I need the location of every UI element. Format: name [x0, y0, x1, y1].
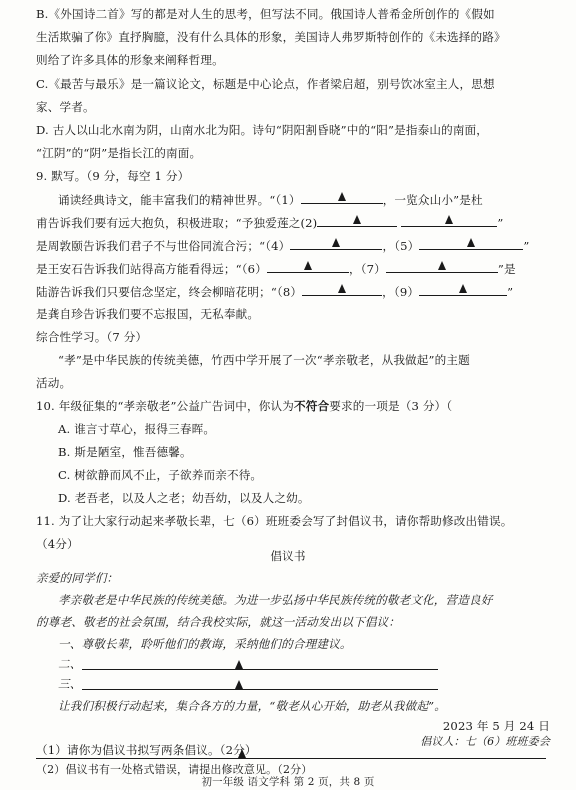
option-c-line1: C.《最苦与最乐》是一篇议论文，标题是中心论点，作者梁启超，别号饮冰室主人，思想	[36, 77, 495, 91]
q9-text: 陆游告诉我们只要信念坚定，终会柳暗花明；“（8）	[36, 285, 303, 299]
proposal-date: 2023 年 5 月 24 日	[442, 719, 550, 733]
q9-line6: 是龚自珍告诉我们要不忘报国，无私奉献。	[36, 307, 260, 321]
activity-intro-line2: 活动。	[36, 376, 72, 390]
proposal-item-3-blank[interactable]	[82, 689, 438, 690]
section-title-comprehensive: 综合性学习。（7 分）	[36, 330, 148, 344]
question-9-title: 9. 默写。（9 分，每空 1 分）	[36, 169, 190, 183]
answer-line-1[interactable]	[36, 758, 546, 759]
q9-text: 是周敦颐告诉我们君子不与世俗同流合污；“（4）	[36, 239, 291, 253]
q9-text: 诵读经典诗文，能丰富我们的精神世界。“（1）	[58, 193, 301, 207]
blank-3[interactable]	[401, 214, 497, 227]
blank-7[interactable]	[386, 260, 498, 273]
triangle-marker-icon	[238, 749, 246, 758]
q9-line5	[36, 283, 550, 300]
q9-line2	[36, 214, 550, 231]
activity-intro-line1: “孝”是中华民族的传统美德，竹西中学开展了一次“孝亲敬老，从我做起”的主题	[58, 353, 470, 367]
option-b-line1: B.《外国诗二首》写的都是对人生的思考，但写法不同。俄国诗人普希金所创作的《假如	[36, 7, 495, 21]
q9-text: ”	[497, 216, 504, 230]
q9-text: ”	[523, 239, 530, 253]
option-b-line2: 生活欺骗了你》直抒胸臆，没有什么具体的形象，美国诗人弗罗斯特创作的《未选择的路》	[36, 30, 506, 44]
blank-1[interactable]	[301, 191, 383, 204]
q9-text: ，（7）	[348, 262, 386, 276]
q9-text: ”是	[497, 262, 516, 276]
q10-option-c[interactable]: C. 树欲静而风不止，子欲养而亲不待。	[58, 468, 263, 482]
question-11-score: （4分）	[36, 537, 79, 551]
proposal-closing: 让我们积极行动起来，集合各方的力量，“敬老从心开始，助老从我做起”。	[58, 699, 446, 713]
q9-text: ，（5）	[382, 239, 420, 253]
option-d-line2: “江阴”的“阴”是指长江的南面。	[36, 146, 202, 160]
q9-text: ，一览众山小”是杜	[382, 193, 483, 207]
triangle-marker-icon	[338, 192, 346, 201]
blank-5[interactable]	[419, 237, 523, 250]
blank-9[interactable]	[419, 283, 507, 296]
option-b-line3: 则给了许多具体的形象来阐释哲理。	[36, 53, 224, 67]
question-11-title: 11. 为了让大家行动起来孝敬长辈，七（6）班班委会写了封倡议书，请你帮助修改出错误。	[36, 514, 513, 528]
q10-option-b[interactable]: B. 斯是陋室，惟吾德馨。	[58, 445, 192, 459]
proposal-body-line1: 孝亲敬老是中华民族的传统美德。为进一步弘扬中华民族传统的敬老文化，营造良好	[58, 593, 493, 607]
proposal-title: 倡议书	[270, 549, 306, 563]
question-11-sub2: （2）倡议书有一处格式错误，请提出修改意见。（2分）	[36, 763, 313, 776]
q10-emphasis: 不符合	[294, 399, 330, 413]
proposal-item-1: 一、尊敬长辈，聆听他们的教诲，采纳他们的合理建议。	[58, 637, 352, 651]
proposal-item-3-label: 三、	[58, 677, 82, 691]
blank-4[interactable]	[290, 237, 382, 250]
q10-option-a[interactable]: A. 谁言寸草心，报得三春晖。	[58, 422, 216, 436]
proposal-body-line2: 的尊老、敬老的社会氛围，结合我校实际，就这一活动发出以下倡议：	[36, 615, 401, 629]
q9-text: ”	[507, 285, 514, 299]
triangle-marker-icon	[338, 284, 346, 293]
blank-6[interactable]	[267, 260, 349, 273]
triangle-marker-icon	[304, 261, 312, 270]
q10-text: 10. 年级征集的“孝亲敬老”公益广告词中，你认为	[36, 399, 295, 413]
q10-option-d[interactable]: D. 老吾老，以及人之老；幼吾幼，以及人之幼。	[58, 491, 310, 505]
triangle-marker-icon	[467, 238, 475, 247]
q9-text: ，（9）	[382, 285, 420, 299]
page-footer: 初一年级 语文学科 第 2 页，共 8 页	[201, 776, 375, 788]
question-10-title	[36, 398, 550, 414]
q9-line1	[58, 191, 550, 208]
q9-text: 甫告诉我们要有远大抱负，积极进取；“予独爱莲之(2)	[36, 216, 318, 230]
proposal-signature: 倡议人：七（6）班班委会	[420, 735, 550, 748]
q9-line3	[36, 237, 550, 254]
q9-text: 是王安石告诉我们站得高方能看得远；“（6）	[36, 262, 267, 276]
triangle-marker-icon	[445, 215, 453, 224]
triangle-marker-icon	[353, 215, 361, 224]
question-11-sub1: （1）请你为倡议书拟写两条倡议。（2分）	[36, 743, 257, 757]
proposal-item-2-label: 二、	[58, 657, 82, 671]
blank-8[interactable]	[302, 283, 382, 296]
proposal-item-2-blank[interactable]	[82, 669, 438, 670]
triangle-marker-icon	[459, 284, 467, 293]
q9-line4	[36, 260, 550, 277]
option-c-line2: 家、学者。	[36, 100, 95, 114]
proposal-greeting: 亲爱的同学们：	[36, 571, 119, 585]
option-d-line1: D. 古人以山北水南为阴，山南水北为阳。诗句“阴阳割昏晓”中的“阳”是指泰山的南面，	[36, 123, 489, 137]
triangle-marker-icon	[438, 261, 446, 270]
triangle-marker-icon	[332, 238, 340, 247]
blank-2[interactable]	[317, 214, 397, 227]
q10-text: 要求的一项是（3 分）（	[329, 399, 453, 413]
